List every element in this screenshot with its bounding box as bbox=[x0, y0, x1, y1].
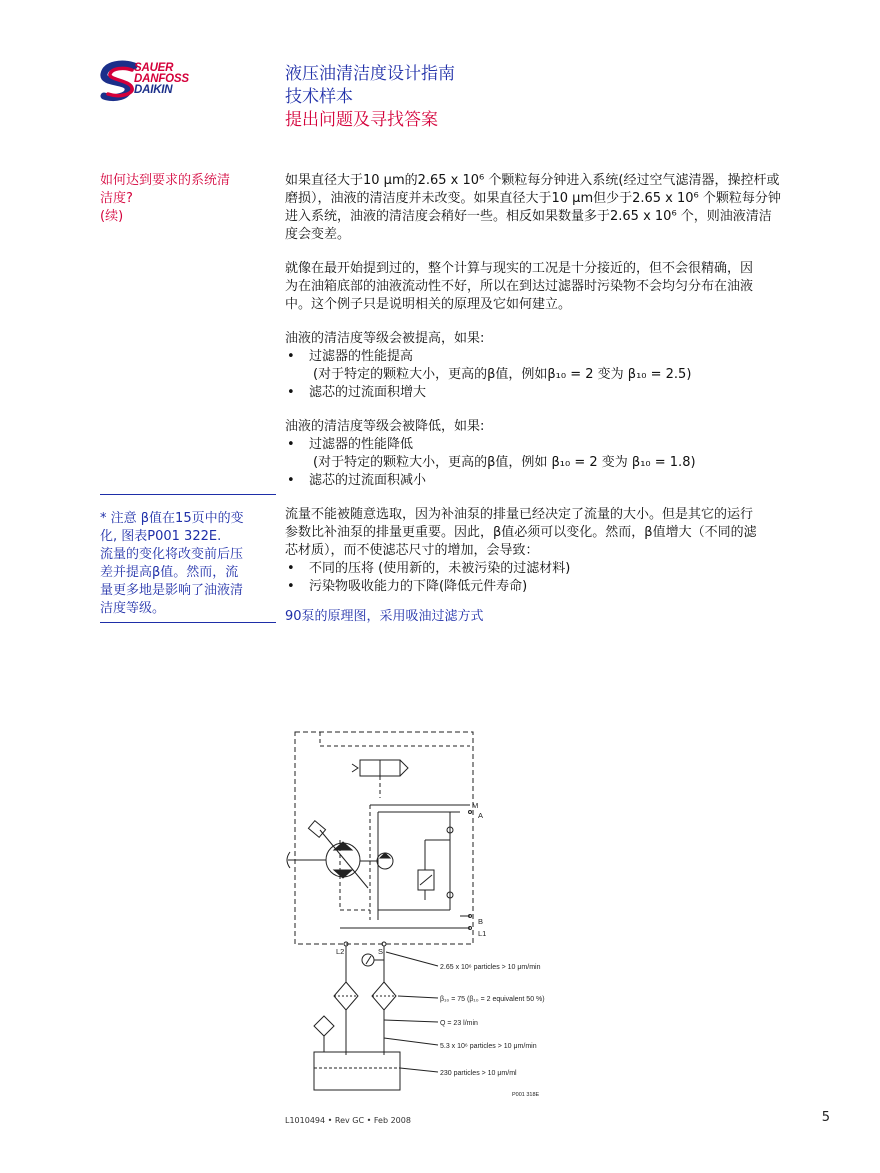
port-label: S bbox=[378, 947, 384, 956]
sidebar-rule bbox=[100, 492, 276, 495]
list-item: • 不同的压将 (使用新的，未被污染的过滤材料) bbox=[285, 560, 830, 578]
sidebar-note: * 注意 β值在15页中的变 化, 图表P001 322E. 流量的变化将改变前后压 差并提高β值。然而，流 量更多地是影响了油液清 洁度等级。 bbox=[100, 510, 276, 623]
annotation: Q = 23 l/min bbox=[440, 1020, 478, 1027]
figure-caption: 90泵的原理图，采用吸油过滤方式 bbox=[285, 609, 484, 624]
port-label: L1 bbox=[478, 929, 487, 938]
logo-wordmark: SAUER DANFOSS DAIKIN bbox=[134, 62, 189, 96]
port-label: A bbox=[478, 811, 484, 820]
paragraph-2: 就像在最开始提到过的，整个计算与现实的工况是十分接近的，但不会很精确，因 为在油箱底部的油液流动性不好，所以在到达过滤器时污染物不会均匀分布在油液 中。这个例子只是说明相关的原理及它如何建立。 bbox=[285, 261, 754, 312]
paragraph-5: 流量不能被随意选取，因为补油泵的排量已经决定了流量的大小。但是其它的运行 参数比补油泵的排量更重要。因此，β值必须可以变化。然而，β值增大（不同的滤 芯材质），而不使滤芯尺寸的增加，会导致： bbox=[285, 507, 757, 558]
list-item: • 滤芯的过流面积增大 bbox=[285, 384, 830, 402]
hydraulic-schematic bbox=[280, 720, 620, 1109]
paragraph-4-intro: 油液的清洁度等级会被降低，如果: bbox=[285, 419, 485, 434]
port-label: L2 bbox=[336, 947, 345, 956]
list-item: • 过滤器的性能降低 bbox=[285, 436, 830, 454]
annotation: β₁₀ = 75 (β₁₀ = 2 equivalent 50 %) bbox=[440, 996, 545, 1003]
annotation: 2.65 x 10⁶ particles > 10 μm/min bbox=[440, 964, 541, 971]
list-item-detail: (对于特定的颗粒大小，更高的β值，例如 β₁₀ = 2 变为 β₁₀ = 1.8) bbox=[313, 455, 696, 470]
footer-doc-ref: L1010494 • Rev GC • Feb 2008 bbox=[285, 1116, 411, 1125]
schematic-svg bbox=[280, 720, 620, 1105]
sidebar-heading: 如何达到要求的系统清 洁度? (续) bbox=[100, 173, 231, 224]
title-main: 液压油清洁度设计指南 bbox=[285, 64, 455, 84]
title-sub: 技术样本 bbox=[285, 87, 353, 107]
list-item: • 污染物吸收能力的下降(降低元件寿命) bbox=[285, 578, 830, 596]
annotation: 230 particles > 10 μm/ml bbox=[440, 1070, 517, 1077]
figure-id: P001 318E bbox=[512, 1092, 540, 1098]
body-text bbox=[285, 172, 830, 626]
title-section: 提出问题及寻找答案 bbox=[285, 110, 438, 130]
port-label: B bbox=[478, 917, 484, 926]
document-titles bbox=[285, 63, 455, 132]
annotation: 5.3 x 10⁶ particles > 10 μm/min bbox=[440, 1043, 537, 1050]
list-item: • 滤芯的过流面积减小 bbox=[285, 472, 830, 490]
list-item-detail: (对于特定的颗粒大小，更高的β值，例如β₁₀ = 2 变为 β₁₀ = 2.5) bbox=[313, 367, 692, 382]
list-item: • 过滤器的性能提高 bbox=[285, 348, 830, 366]
port-label: M bbox=[472, 801, 479, 810]
page-number: 5 bbox=[821, 1110, 830, 1125]
paragraph-1: 如果直径大于10 μm的2.65 x 10⁶ 个颗粒每分钟进入系统(经过空气滤清器，操控杆或 磨损），油液的清洁度并未改变。如果直径大于10 μm但少于2.65 x 10⁶ 个颗粒每分钟 进入系统，油液的清洁度会稍好一些。相反如果数量多于2.65 x 10⁶ 个，则油液清洁 度会变差。 bbox=[285, 173, 781, 242]
note-rule bbox=[100, 622, 276, 623]
paragraph-3-intro: 油液的清洁度等级会被提高，如果: bbox=[285, 331, 485, 346]
